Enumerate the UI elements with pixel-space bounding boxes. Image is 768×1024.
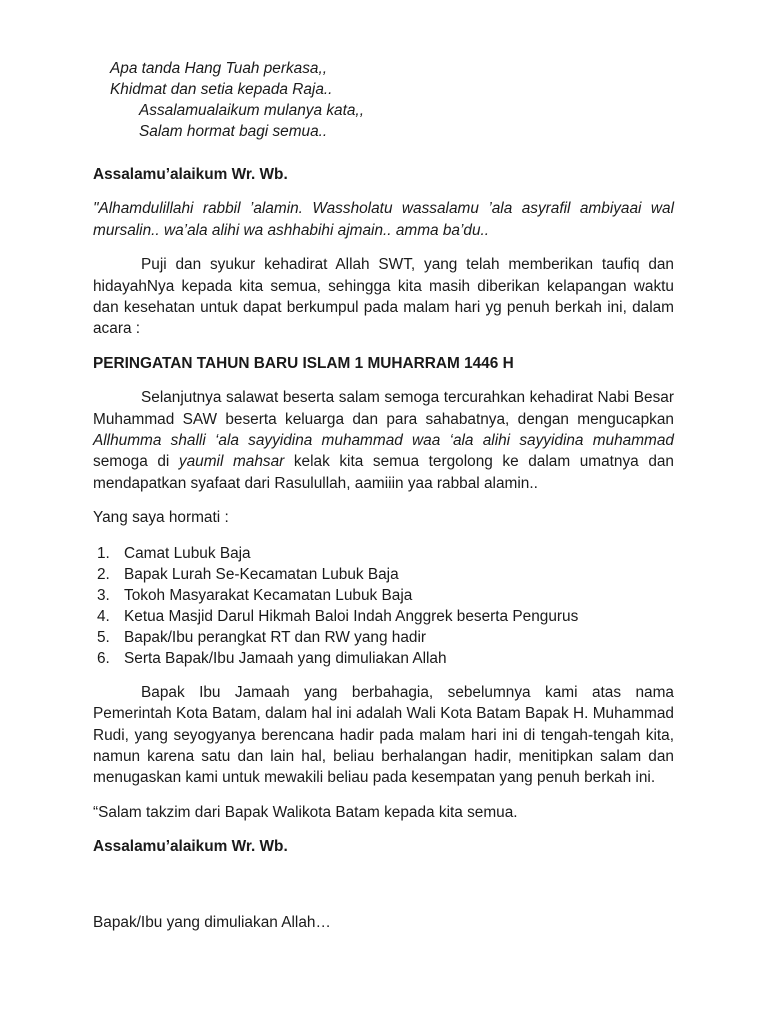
list-text: Camat Lubuk Baja bbox=[124, 544, 251, 562]
list-number: 5. bbox=[97, 628, 110, 646]
event-title: PERINGATAN TAHUN BARU ISLAM 1 MUHARRAM 1446 H bbox=[93, 354, 514, 372]
greeting-heading: Assalamu’alaikum Wr. Wb. bbox=[93, 166, 288, 183]
list-number: 4. bbox=[97, 607, 110, 625]
paragraph-representation: Bapak Ibu Jamaah yang berbahagia, sebelumnya kami atas nama Pemerintah Kota Batam, dalam hal ini adalah Wali Kota Batam Bapak H. Muhammad Rudi, yang seyogyanya berencana hadir pada malam hari ini di tengah-tengah kita, namun karena satu dan lain hal, beliau berhalangan hadir, menitipkan salam dan menugaskan kami untuk mewakili beliau pada kesempatan yang penuh berkah ini. bbox=[93, 683, 674, 787]
opening-pantun bbox=[93, 58, 674, 142]
list-item bbox=[93, 648, 674, 669]
salawat-text-c: semoga di bbox=[93, 453, 179, 471]
list-number: 1. bbox=[97, 544, 110, 562]
guest-list bbox=[93, 543, 674, 669]
salawat-text-a: Selanjutnya salawat beserta salam semoga tercurahkan kehadirat Nabi Besar Muhammad SAW beserta keluarga dan para sahabatnya, dengan mengucapkan bbox=[93, 389, 674, 428]
list-text: Bapak Lurah Se-Kecamatan Lubuk Baja bbox=[124, 565, 399, 583]
salawat-text-b: Allhumma shalli ‘ala sayyidina muhammad waa ‘ala alihi sayyidina muhammad bbox=[93, 432, 674, 450]
list-number: 2. bbox=[97, 565, 110, 583]
pantun-line-3: Assalamualaikum mulanya kata,, bbox=[139, 102, 364, 119]
list-number: 3. bbox=[97, 586, 110, 604]
paragraph-salawat bbox=[93, 387, 674, 494]
pantun-line-2: Khidmat dan setia kepada Raja.. bbox=[110, 81, 333, 98]
list-item bbox=[93, 543, 674, 564]
list-item bbox=[93, 585, 674, 606]
list-number: 6. bbox=[97, 649, 110, 667]
list-item bbox=[93, 606, 674, 627]
respected-intro: Yang saya hormati : bbox=[93, 509, 229, 527]
pantun-line-4: Salam hormat bagi semua.. bbox=[139, 123, 328, 140]
closing-greeting: Assalamu’alaikum Wr. Wb. bbox=[93, 838, 288, 856]
list-item bbox=[93, 627, 674, 648]
paragraph-gratitude: Puji dan syukur kehadirat Allah SWT, yang telah memberikan taufiq dan hidayahNya kepada kita semua, sehingga kita masih diberikan kelapangan waktu dan kesehatan untuk dapat berkumpul pada malam hari yg penuh berkah ini, dalam acara : bbox=[93, 256, 674, 338]
list-text: Tokoh Masyarakat Kecamatan Lubuk Baja bbox=[124, 586, 413, 604]
salawat-text-e: kelak kita semua tergolong ke dalam umatnya dan mendapatkan syafaat dari Rasulullah, aamiiin yaa rabbal alamin.. bbox=[93, 453, 674, 492]
address-line: Bapak/Ibu yang dimuliakan Allah… bbox=[93, 913, 331, 931]
list-text: Ketua Masjid Darul Hikmah Baloi Indah Anggrek beserta Pengurus bbox=[124, 607, 579, 625]
opening-prayer: "Alhamdulillahi rabbil ’alamin. Wassholatu wassalamu ’ala asyrafil ambiyaai wal mursalin.. wa’ala alihi wa ashhabihi ajmain.. amma ba’du.. bbox=[93, 200, 674, 239]
pantun-line-1: Apa tanda Hang Tuah perkasa,, bbox=[110, 60, 328, 77]
mayor-greeting: “Salam takzim dari Bapak Walikota Batam kepada kita semua. bbox=[93, 803, 518, 821]
list-text: Serta Bapak/Ibu Jamaah yang dimuliakan Allah bbox=[124, 649, 447, 667]
list-item bbox=[93, 564, 674, 585]
salawat-text-d: yaumil mahsar bbox=[178, 453, 285, 471]
list-text: Bapak/Ibu perangkat RT dan RW yang hadir bbox=[124, 628, 427, 646]
document-page bbox=[93, 58, 674, 933]
